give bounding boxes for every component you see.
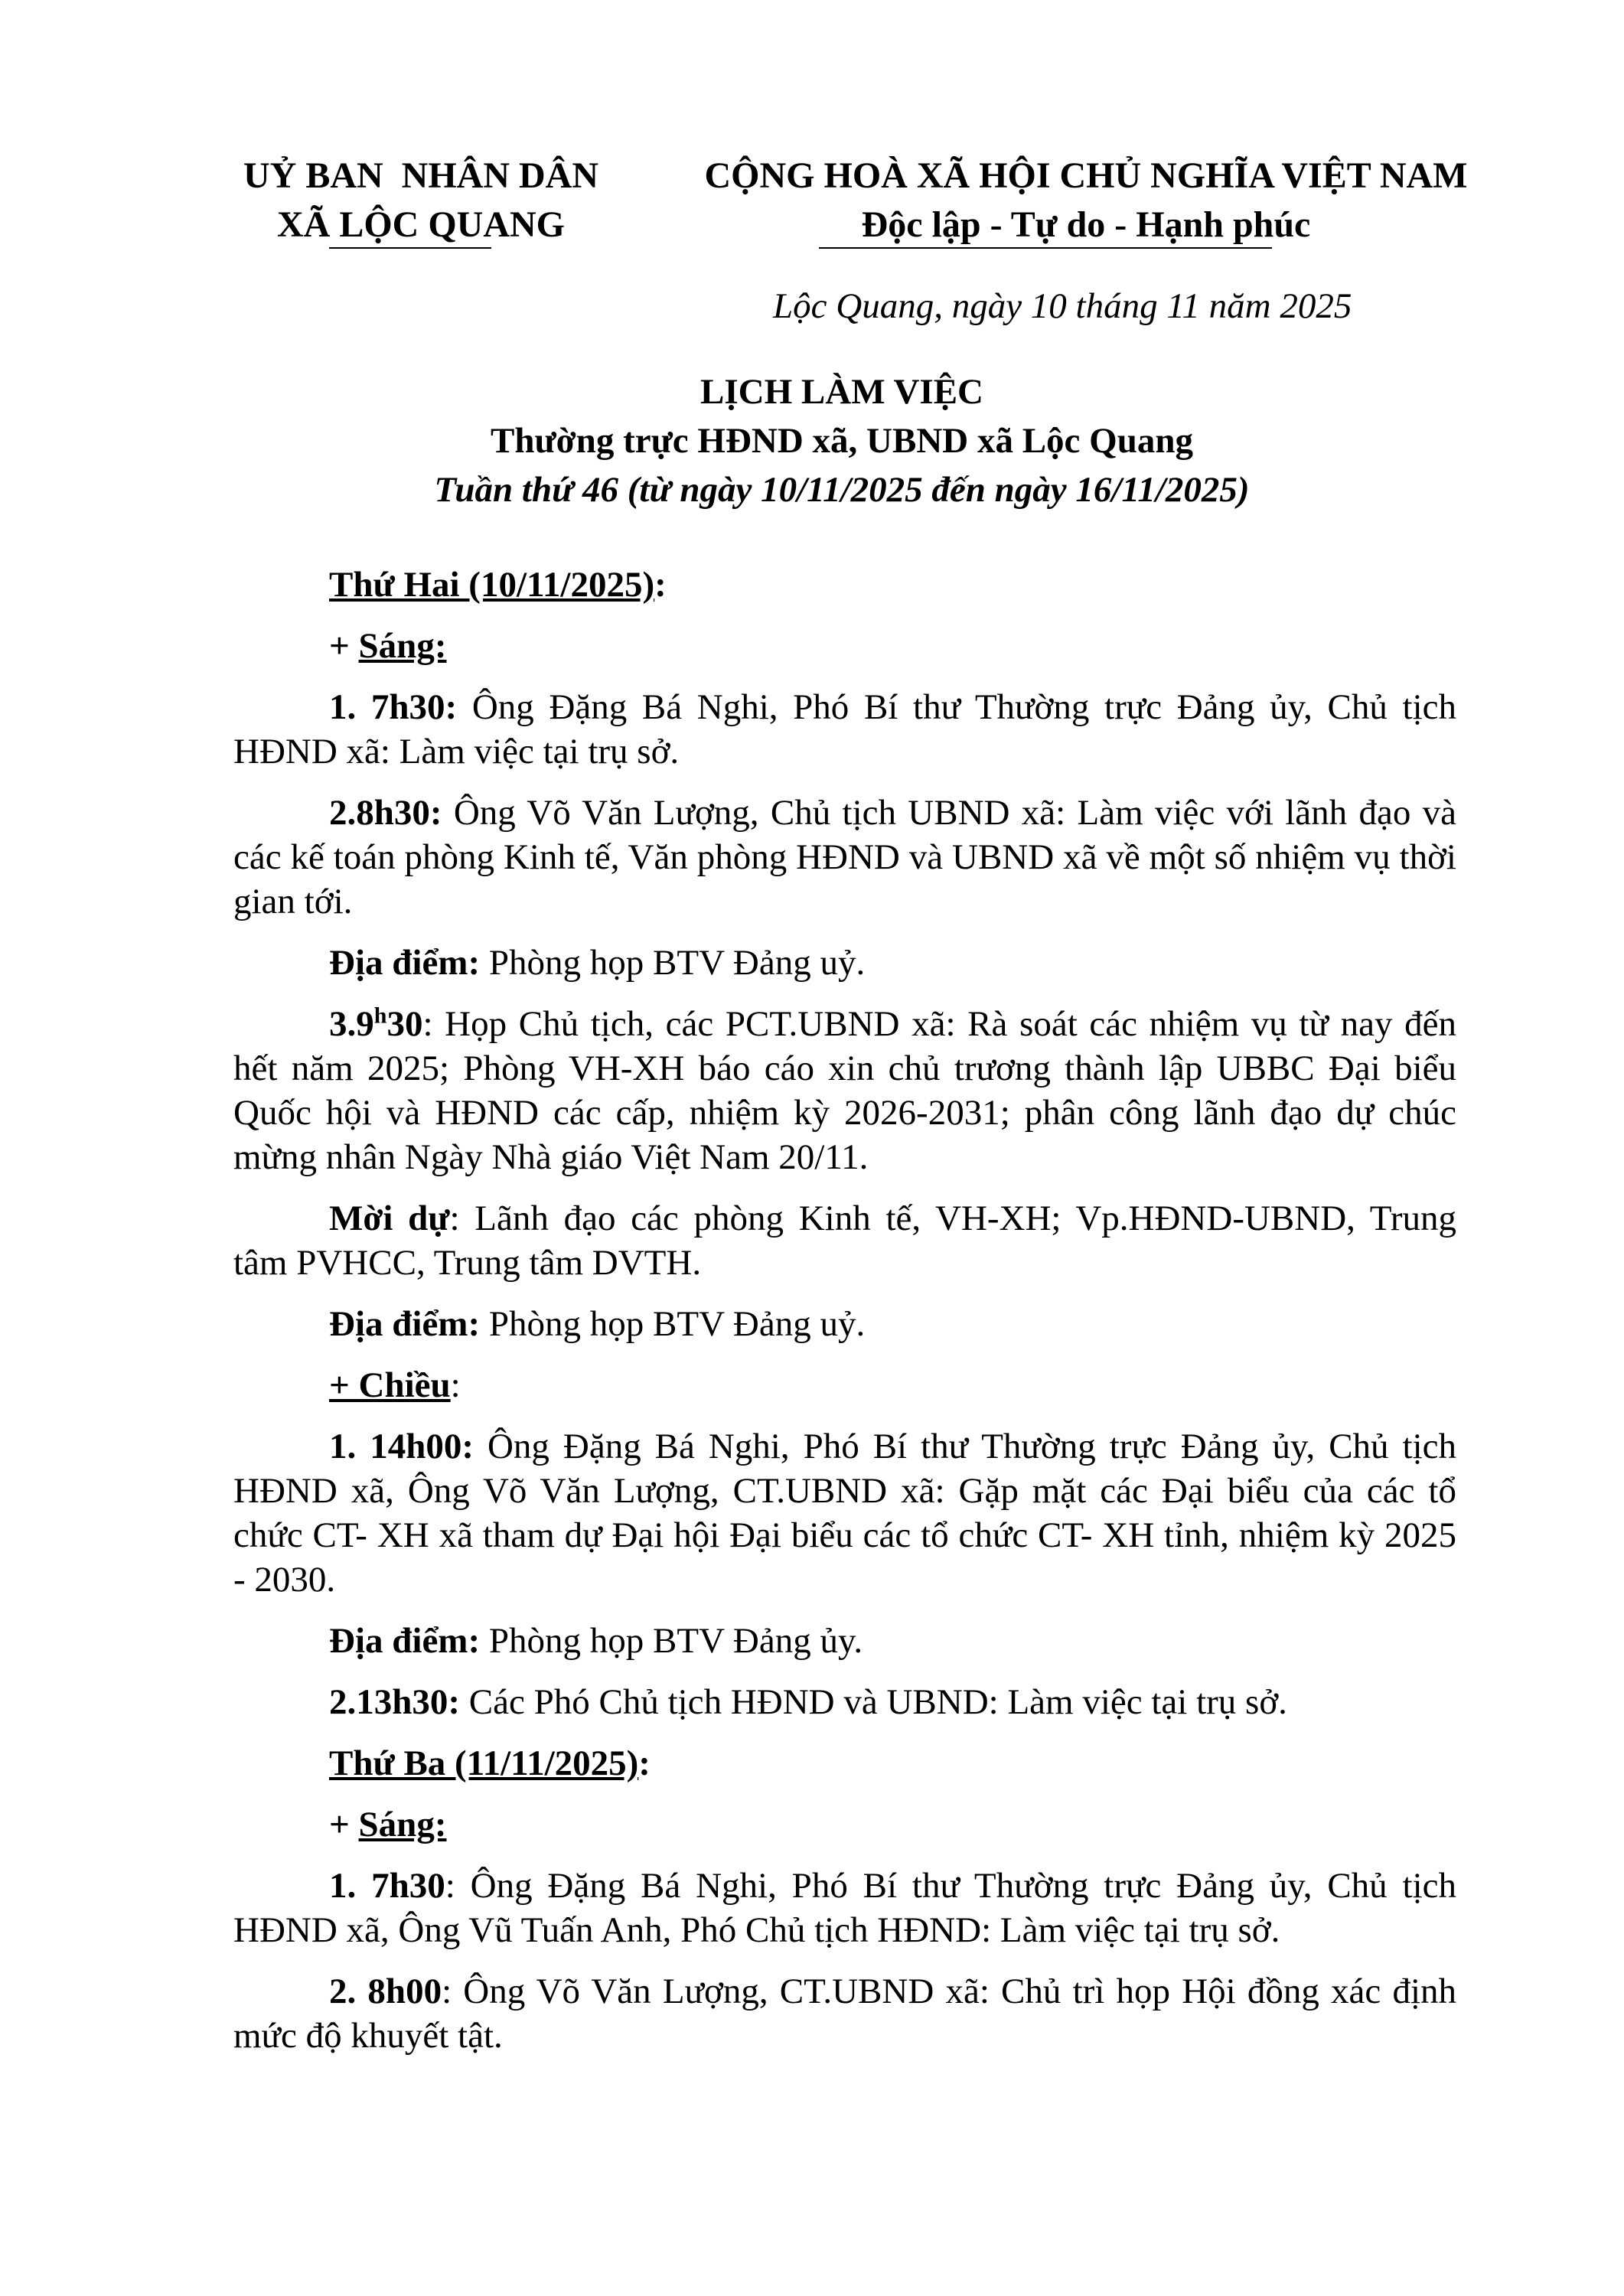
location-line <box>233 1302 1456 1346</box>
country-name: CỘNG HOÀ XÃ HỘI CHỦ NGHĨA VIỆT NAM <box>704 155 1468 196</box>
item-text: Ông Võ Văn Lượng, Chủ tịch UBND xã: Làm việc với lãnh đạo và các kế toán phòng Kinh tế, Văn phòng HĐND và UBND xã về một số nhiệm vụ thời gian tới. <box>233 793 1456 921</box>
session-label: Sáng: <box>358 1805 447 1844</box>
authority-underline <box>329 247 491 249</box>
schedule-item <box>233 1969 1456 2058</box>
day-heading-monday <box>233 563 1456 607</box>
item-time: 2. 8h00 <box>329 1971 442 2011</box>
location-text: Phòng họp BTV Đảng ủy. <box>480 1621 863 1661</box>
motto-line: Độc lập - Tự do - Hạnh phúc <box>861 204 1311 245</box>
item-text: Ông Đặng Bá Nghi, Phó Bí thư Thường trực Đảng ủy, Chủ tịch HĐND xã, Ông Võ Văn Lượng, CT.UBND xã: Gặp mặt các Đại biểu của các tổ chức CT- XH xã tham dự Đại hội Đại biểu các tổ chức CT- XH tỉnh, nhiệm kỳ 2025 - 2030. <box>233 1427 1456 1600</box>
schedule-item <box>233 685 1456 774</box>
session-heading-morning <box>233 624 1456 668</box>
item-time-minute: 30 <box>386 1004 423 1044</box>
schedule-body <box>233 563 1456 2075</box>
session-plus: + <box>329 626 359 666</box>
item-time: 1. 7h30: <box>329 687 458 727</box>
session-colon: : <box>450 1365 461 1405</box>
day-heading-tuesday <box>233 1741 1456 1786</box>
week-range: Tuần thứ 46 (từ ngày 10/11/2025 đến ngày 16/11/2025) <box>434 470 1250 510</box>
day-colon: : <box>654 565 667 605</box>
day-label: Thứ Ba (11/11/2025) <box>329 1743 639 1783</box>
session-label: Sáng: <box>358 626 447 666</box>
item-time-hour: 3.9 <box>329 1004 374 1044</box>
day-colon: : <box>638 1743 651 1783</box>
session-plus: + <box>329 1805 359 1844</box>
location-text: Phòng họp BTV Đảng uỷ. <box>480 1304 866 1344</box>
item-time <box>329 1004 422 1044</box>
item-text: : Họp Chủ tịch, các PCT.UBND xã: Rà soát các nhiệm vụ từ nay đến hết năm 2025; Phòng VH-XH báo cáo xin chủ trương thành lập UBBC Đại biểu Quốc hội và HĐND các cấp, nhiệm kỳ 2026-2031; phân công lãnh đạo dự chúc mừng nhân Ngày Nhà giáo Việt Nam 20/11. <box>233 1004 1456 1177</box>
document-subtitle: Thường trực HĐND xã, UBND xã Lộc Quang <box>490 421 1194 461</box>
item-text: Các Phó Chủ tịch HĐND và UBND: Làm việc tại trụ sở. <box>460 1682 1287 1722</box>
item-text: : Ông Đặng Bá Nghi, Phó Bí thư Thường trực Đảng ủy, Chủ tịch HĐND xã, Ông Vũ Tuấn Anh, Phó Chủ tịch HĐND: Làm việc tại trụ sở. <box>233 1866 1456 1950</box>
place-date-line: Lộc Quang, ngày 10 tháng 11 năm 2025 <box>773 286 1352 326</box>
authority-line-2: XÃ LỘC QUANG <box>276 204 565 245</box>
location-label: Địa điểm: <box>329 1621 481 1661</box>
location-label: Địa điểm: <box>329 943 481 983</box>
location-line <box>233 941 1456 985</box>
schedule-item <box>233 1864 1456 1952</box>
item-time-sup: h <box>373 1003 387 1029</box>
location-label: Địa điểm: <box>329 1304 481 1344</box>
invitees-line <box>233 1196 1456 1285</box>
item-time: 1. 14h00: <box>329 1427 474 1466</box>
day-label: Thứ Hai (10/11/2025) <box>329 565 655 605</box>
location-line <box>233 1619 1456 1663</box>
schedule-item <box>233 1002 1456 1179</box>
session-heading-afternoon <box>233 1363 1456 1407</box>
item-text: Ông Đặng Bá Nghi, Phó Bí thư Thường trực Đảng ủy, Chủ tịch HĐND xã: Làm việc tại trụ sở. <box>233 687 1457 771</box>
authority-line-1: UỶ BAN NHÂN DÂN <box>243 155 598 196</box>
invitees-label: Mời dự <box>329 1199 450 1238</box>
item-time: 1. 7h30 <box>329 1866 445 1906</box>
schedule-item <box>233 1680 1456 1724</box>
session-heading-morning <box>233 1802 1456 1847</box>
item-time: 2.13h30: <box>329 1682 461 1722</box>
schedule-item <box>233 1424 1456 1602</box>
session-label: + Chiều <box>329 1365 451 1405</box>
schedule-item <box>233 791 1456 924</box>
invitees-text: : Lãnh đạo các phòng Kinh tế, VH-XH; Vp.HĐND-UBND, Trung tâm PVHCC, Trung tâm DVTH. <box>233 1199 1456 1283</box>
national-motto <box>657 152 1515 249</box>
location-text: Phòng họp BTV Đảng uỷ. <box>480 943 866 983</box>
motto-underline <box>819 247 1272 249</box>
document-title: LỊCH LÀM VIỆC <box>700 372 983 412</box>
item-time: 2.8h30: <box>329 793 442 833</box>
item-text: : Ông Võ Văn Lượng, CT.UBND xã: Chủ trì họp Hội đồng xác định mức độ khuyết tật. <box>233 1971 1456 2056</box>
issuing-authority <box>230 152 612 249</box>
